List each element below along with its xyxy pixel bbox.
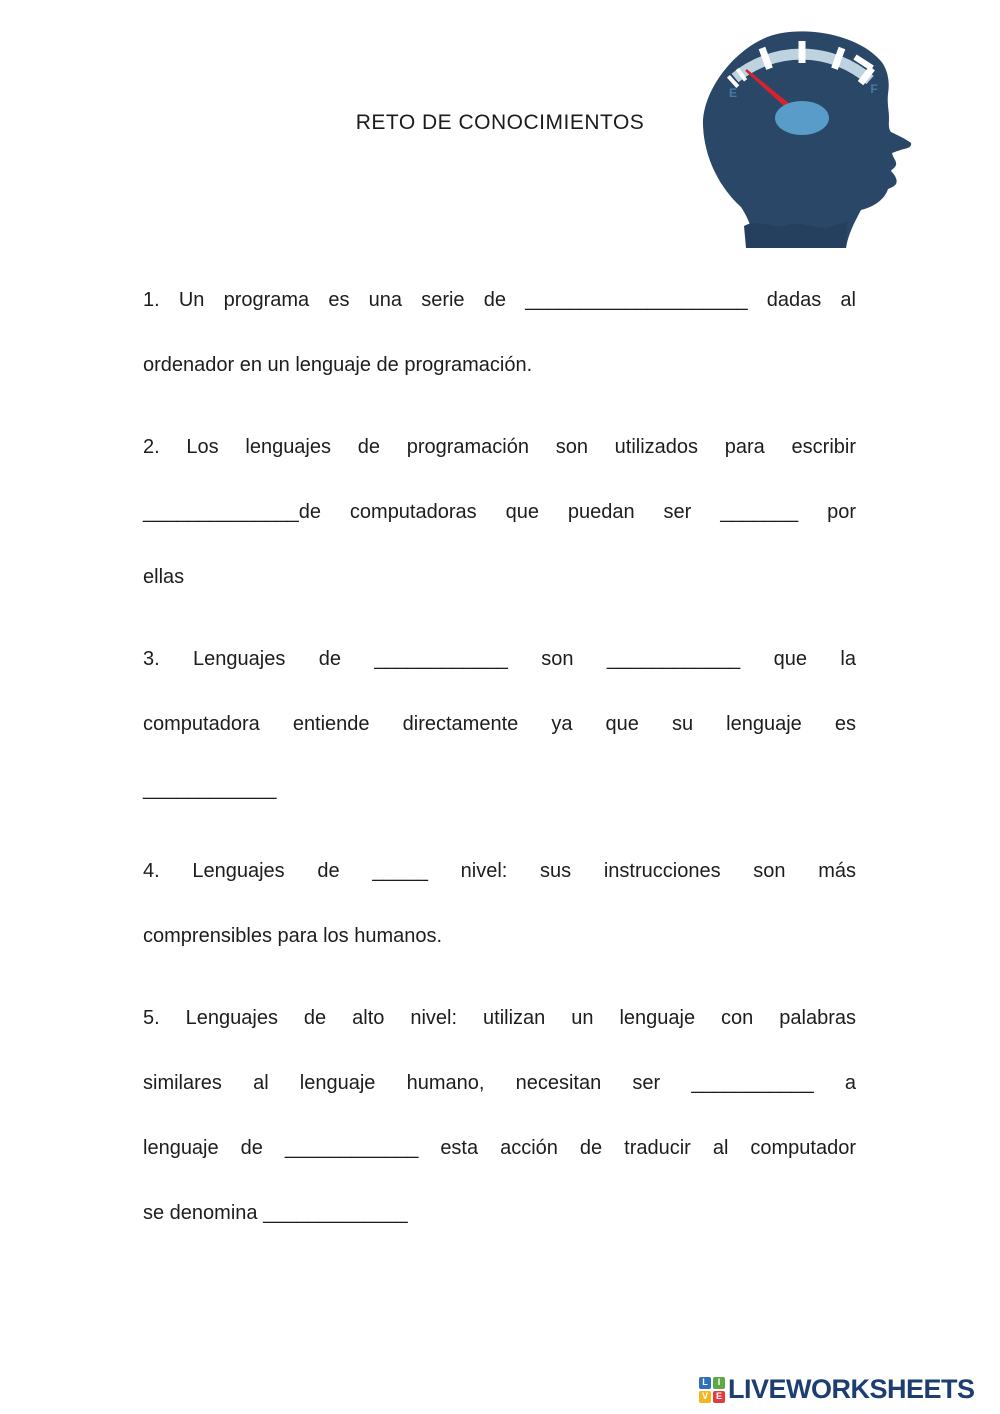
questions-list (143, 268, 856, 1246)
question-line: 5. Lenguajes de alto nivel: utilizan un lenguaje con palabras (143, 1007, 856, 1029)
page-title: RETO DE CONOCIMIENTOS (355, 111, 645, 134)
liveworksheets-wordmark[interactable]: LIVEWORKSHEETS (728, 1374, 975, 1404)
logo-square-e: E (713, 1391, 725, 1403)
question-line: ellas (143, 566, 185, 588)
question-4 (143, 839, 856, 969)
question-line: 4. Lenguajes de _____ nivel: sus instrucciones son más (143, 860, 856, 882)
gauge-hub (775, 101, 829, 135)
question-line: ordenador en un lenguaje de programación. (143, 354, 533, 376)
question-line: 1. Un programa es una serie de ____________________ dadas al (143, 289, 856, 311)
logo-square-l: L (699, 1377, 711, 1389)
gauge-full-label: F (870, 82, 878, 96)
question-line: lenguaje de ____________ esta acción de traducir al computador (143, 1137, 856, 1159)
liveworksheets-footer (699, 1374, 975, 1405)
gauge-empty-label: E (728, 86, 738, 100)
question-line: ____________ (143, 778, 277, 800)
logo-square-i: I (713, 1377, 725, 1389)
question-line: se denomina _____________ (143, 1202, 408, 1224)
question-line: computadora entiende directamente ya que su lenguaje es (143, 713, 856, 735)
question-line: ______________de computadoras que puedan ser _______ por (143, 501, 856, 523)
question-2 (143, 415, 856, 610)
liveworksheets-logo-icon[interactable] (699, 1377, 725, 1403)
question-line: comprensibles para los humanos. (143, 925, 443, 947)
logo-square-v: V (699, 1391, 711, 1403)
question-line: 2. Los lenguajes de programación son utilizados para escribir (143, 436, 856, 458)
question-line: 3. Lenguajes de ____________ son ____________ que la (143, 648, 856, 670)
head-with-fuel-gauge-icon (698, 30, 916, 250)
head-silhouette (703, 31, 911, 248)
question-1 (143, 268, 856, 398)
question-3 (143, 627, 856, 822)
question-5 (143, 986, 856, 1246)
question-line: similares al lenguaje humano, necesitan ser ___________ a (143, 1072, 856, 1094)
